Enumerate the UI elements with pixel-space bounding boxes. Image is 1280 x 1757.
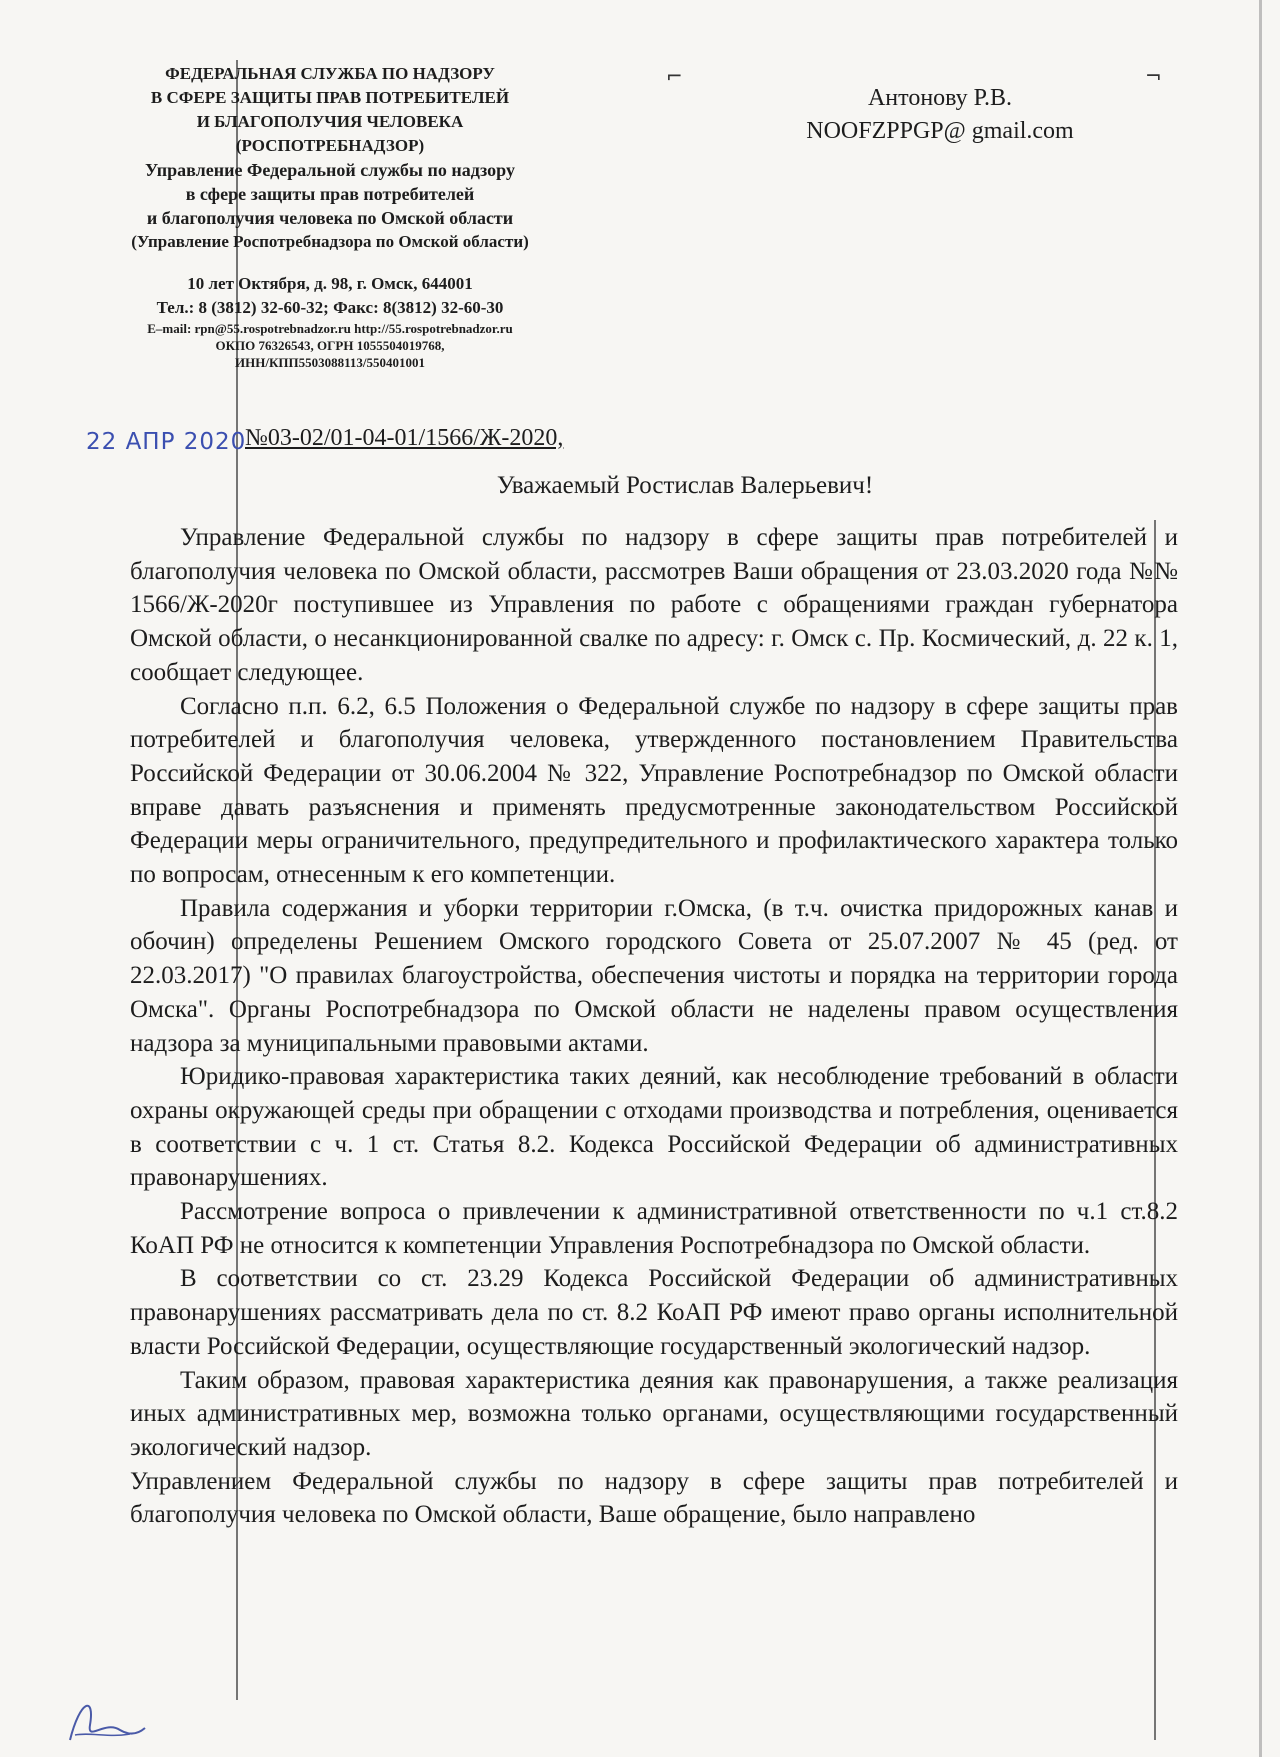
corner-mark-left: ⌐ xyxy=(666,64,683,88)
paragraph-4: Юридико-правовая характеристика таких деяний, как несоблюдение требований в области охраны окружающей среды при обращении с отходами производства и потребления, оценивается в соответствии с ч. 1 ст. Статья 8.2. Кодекса Российской Федерации об административных правонарушениях. xyxy=(130,1063,1178,1192)
org-line-2: В СФЕРЕ ЗАЩИТЫ ПРАВ ПОТРЕБИТЕЛЕЙ xyxy=(150,88,510,107)
date-stamp: 22 АПР 2020 xyxy=(86,429,247,455)
department-line-3: и благополучия человека по Омской области xyxy=(146,208,514,228)
org-line-1: ФЕДЕРАЛЬНАЯ СЛУЖБА ПО НАДЗОРУ xyxy=(165,64,495,83)
letter-body xyxy=(130,521,1178,1532)
department-line-1: Управление Федеральной службы по надзору xyxy=(145,160,515,180)
paragraph-6: В соответствии со ст. 23.29 Кодекса Российской Федерации об административных правонарушениях рассматривать дела по ст. 8.2 КоАП РФ имеют право органы исполнительной власти Российской Федерации, осуществляющие государственный экологический надзор. xyxy=(130,1265,1178,1360)
email-web: E–mail: rpn@55.rospotrebnadzor.ru http://55.rospotrebnadzor.ru xyxy=(147,321,513,336)
paragraph-1: Управление Федеральной службы по надзору в сфере защиты прав потребителей и благополучия человека по Омской области, рассмотрев Ваши обращения от 23.03.2020 года №№ 1566/Ж-2020г поступившее из Управления по работе с обращениями граждан губернатора Омской области, о несанкционированной свалке по адресу: г. Омск с. Пр. Космический, д. 22 к. 1, сообщает следующее. xyxy=(130,524,1178,686)
recipient-block xyxy=(770,82,1110,148)
paragraph-3: Правила содержания и уборки территории г.Омска, (в т.ч. очистка придорожных канав и обочин) определены Решением Омского городского Совета от 25.07.2007 № 45 (ред. от 22.03.2017) "О правилах благоустройства, обеспечения чистоты и порядка на территории города Омска". Органы Роспотребнадзора по Омской области не наделены правом осуществления надзора за муниципальными правовыми актами. xyxy=(130,894,1178,1057)
address: 10 лет Октября, д. 98, г. Омск, 644001 xyxy=(187,274,473,293)
department-line-2: в сфере защиты прав потребителей xyxy=(185,184,475,204)
salutation-text: Уважаемый Ростислав Валерьевич! xyxy=(496,472,874,499)
inn-kpp: ИНН/КПП5503088113/550401001 xyxy=(235,355,425,370)
department-short-name: (Управление Роспотребнадзора по Омской области) xyxy=(131,232,529,251)
paragraph-2: Согласно п.п. 6.2, 6.5 Положения о Федеральной службе по надзору в сфере защиты прав потребителей и благополучия человека, утвержденного постановлением Правительства Российской Федерации от 30.06.2004 № 322, Управление Роспотребнадзор по Омской области вправе давать разъяснения и применять предусмотренные законодательством Российской Федерации меры ограничительного, предупредительного и профилактического характера только по вопросам, отнесенным к его компетенции. xyxy=(130,692,1178,889)
signature-mark xyxy=(60,1690,150,1750)
scan-edge xyxy=(1259,0,1262,1757)
phones: Тел.: 8 (3812) 32-60-32; Факс: 8(3812) 32-60-30 xyxy=(156,298,504,317)
okpo-ogrn: ОКПО 76326543, ОГРН 1055504019768, xyxy=(215,338,445,353)
org-line-4: (РОСПОТРЕБНАДЗОР) xyxy=(235,136,425,155)
corner-mark-right: ¬ xyxy=(1145,64,1162,88)
recipient-email: NOOFZPPGP@ gmail.com xyxy=(806,118,1074,144)
paragraph-last: Управлением Федеральной службы по надзору в сфере защиты прав потребителей и благополучия человека по Омской области, Ваше обращение, было направлено xyxy=(130,1467,1178,1529)
paragraph-7: Таким образом, правовая характеристика деяния как правонарушения, а также реализация иных административных мер, возможна только органами, осуществляющими государственный экологический надзор. xyxy=(130,1366,1178,1461)
recipient-name: Антонову Р.В. xyxy=(867,85,1013,111)
paragraph-5: Рассмотрение вопроса о привлечении к административной ответственности по ч.1 ст.8.2 КоАП РФ не относится к компетенции Управления Роспотребнадзора по Омской области. xyxy=(130,1198,1178,1259)
org-line-3: И БЛАГОПОЛУЧИЯ ЧЕЛОВЕКА xyxy=(196,112,464,131)
outgoing-number: №03-02/01-04-01/1566/Ж-2020, xyxy=(245,425,564,451)
salutation xyxy=(0,472,1280,500)
organization-header xyxy=(110,62,550,371)
